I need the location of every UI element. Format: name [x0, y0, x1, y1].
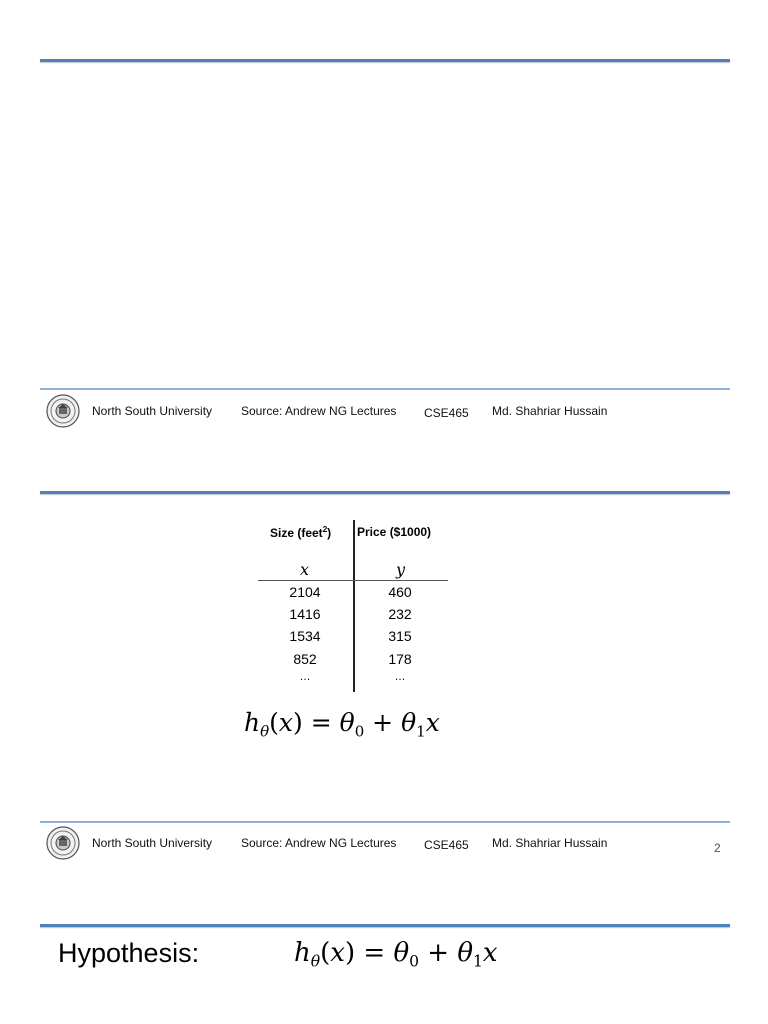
footer-university: North South University: [92, 836, 213, 850]
housing-data-table: [258, 520, 450, 692]
table-var-x: x: [300, 560, 310, 579]
table-cell: 315: [388, 628, 412, 644]
table-cell: 178: [388, 651, 412, 667]
table-cell: 1534: [289, 628, 321, 644]
hypothesis-formula-large: $h_\theta(x) = \theta_0 + \theta_1x$: [294, 938, 498, 971]
table-cell: 2104: [289, 584, 321, 600]
page-number: 2: [714, 841, 721, 855]
footer-course: CSE465: [424, 838, 469, 852]
footer-source: Source: Andrew NG Lectures: [241, 836, 397, 850]
table-cell: 852: [293, 651, 317, 667]
table-row-divider: [258, 580, 448, 581]
table-cell: 460: [388, 584, 412, 600]
university-seal-icon: [46, 394, 80, 428]
footer-university: North South University: [92, 404, 213, 418]
slide2-footer-rule: [40, 821, 730, 823]
table-cell: 1416: [289, 606, 321, 622]
table-cell: …: [299, 671, 311, 683]
table-cell: …: [394, 671, 406, 683]
university-seal-icon: [46, 826, 80, 860]
slide1-footer-rule: [40, 388, 730, 390]
footer-author: Md. Shahriar Hussain: [492, 404, 608, 418]
table-header-size: Size (feet$^2$): [270, 525, 332, 540]
footer-source: Source: Andrew NG Lectures: [241, 404, 397, 418]
slide1-top-rule: [40, 59, 730, 62]
hypothesis-formula: $h_\theta(x) = \theta_0 + \theta_1x$: [244, 708, 440, 741]
table-var-y: y: [396, 560, 406, 579]
slide3-top-rule: [40, 924, 730, 927]
footer-course: CSE465: [424, 406, 469, 420]
footer-author: Md. Shahriar Hussain: [492, 836, 608, 850]
table-column-divider: [353, 520, 355, 692]
slide2-top-rule: [40, 491, 730, 494]
table-header-price: Price ($1000): [357, 525, 432, 539]
hypothesis-label: Hypothesis:: [58, 938, 200, 968]
table-cell: 232: [388, 606, 412, 622]
slide1-footer: [46, 394, 736, 428]
slide2-footer: [46, 826, 736, 860]
